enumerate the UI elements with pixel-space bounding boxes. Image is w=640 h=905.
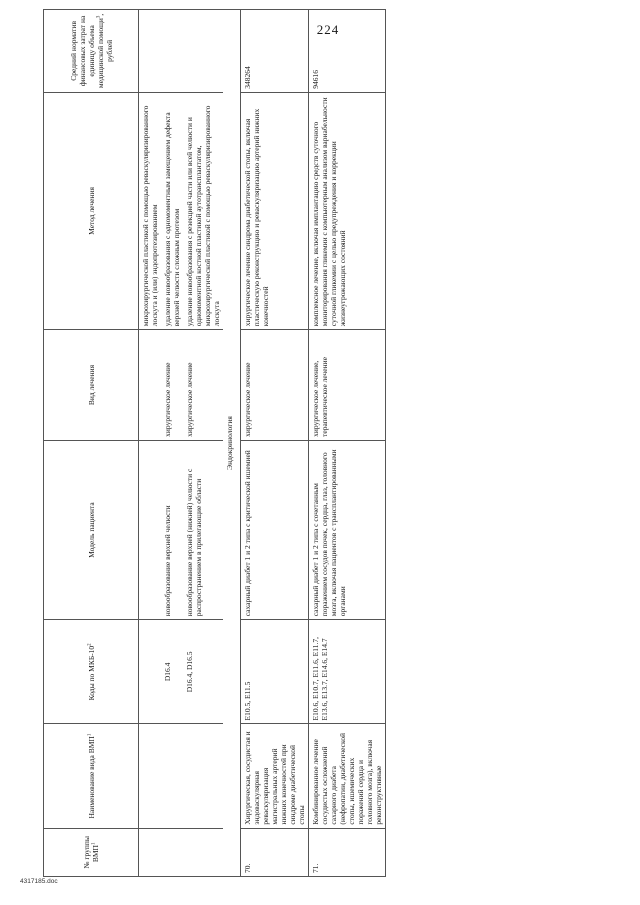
cell-patient-model: новообразование верхней челюсти bbox=[161, 440, 183, 619]
table-row bbox=[183, 10, 223, 877]
header-cost-norm: Средний норматив финансовых затрат на единицу объема медицинской помощи$^3$, рублей bbox=[44, 10, 139, 93]
cell-cost: 94616 bbox=[309, 10, 386, 93]
cell-cost bbox=[139, 10, 162, 93]
cell-icd-codes: E10.6, E10.7, E11.6, E11.7, E13.6, E13.7, E14.6, E14.7 bbox=[309, 620, 386, 724]
cell-treatment-method: микрохирургической пластикой с помощью реваскуляризированного лоскута и (или) эндопротезированием bbox=[139, 92, 162, 329]
cell-treatment-method: хирургическое лечение синдрома диабетической стопы, включая пластическую реконструкцию и реваскуляризацию артерий нижних конечностей bbox=[241, 92, 309, 329]
cell-treatment-type: хирургическое лечение bbox=[183, 330, 223, 441]
cell-treatment-type bbox=[139, 330, 162, 441]
header-icd-codes: Коды по МКБ-$10^2$ bbox=[44, 620, 139, 724]
table-header-row bbox=[44, 10, 139, 877]
cell-patient-model: сахарный диабет 1 и 2 типа с критической ишемией bbox=[241, 440, 309, 619]
cell-cost bbox=[183, 10, 223, 93]
cell-patient-model bbox=[139, 440, 162, 619]
cell-vmp-name bbox=[161, 724, 183, 828]
cell-cost bbox=[161, 10, 183, 93]
table-row bbox=[139, 10, 162, 877]
cell-patient-model: новообразование верхней (нижней) челюсти с распространением в прилегающие области bbox=[183, 440, 223, 619]
section-row bbox=[223, 10, 241, 877]
vmp-table bbox=[43, 9, 386, 877]
header-treatment-method: Метод лечения bbox=[44, 92, 139, 329]
cell-treatment-type: хирургическое лечение bbox=[161, 330, 183, 441]
cell-cost: 348264 bbox=[241, 10, 309, 93]
cell-vmp-name bbox=[139, 724, 162, 828]
footer-doc-id: 4317185.doc bbox=[20, 878, 58, 885]
header-vmp-name: Наименование вида ВМП$^1$ bbox=[44, 724, 139, 828]
cell-number bbox=[161, 828, 183, 876]
page-number: 224 bbox=[316, 22, 340, 37]
cell-icd-codes bbox=[139, 620, 162, 724]
header-number: № группы ВМП$^1$ bbox=[44, 828, 139, 876]
cell-patient-model: сахарный диабет 1 и 2 типа с сочетанным поражением сосудов почек, сердца, глаз, головного мозга, включая пациентов с трансплантированными органами bbox=[309, 440, 386, 619]
header-treatment-type: Вид лечения bbox=[44, 330, 139, 441]
cell-number: 71. bbox=[309, 828, 386, 876]
cell-icd-codes: E10.5, E11.5 bbox=[241, 620, 309, 724]
rotated-table bbox=[43, 9, 386, 877]
cell-icd-codes: D16.4 bbox=[161, 620, 183, 724]
header-patient-model: Модель пациента bbox=[44, 440, 139, 619]
cell-icd-codes: D16.4, D16.5 bbox=[183, 620, 223, 724]
cell-treatment-type: хирургическое лечение bbox=[241, 330, 309, 441]
table-row bbox=[309, 10, 386, 877]
cell-treatment-method: удаление новообразования с резекцией части или всей челюсти и одномоментной костной пластикой аутотрансплантатом, микрохирургической пластикой с помощью реваскуляризированного лоскута bbox=[183, 92, 223, 329]
cell-number: 70. bbox=[241, 828, 309, 876]
table-row bbox=[241, 10, 309, 877]
cell-treatment-method: комплексное лечение, включая имплантацию средств суточного мониторирования гликемии с компьютерным анализом вариабельности суточной гликемии с целью предупреждения и коррекции жизнеугрожающих состояний bbox=[309, 92, 386, 329]
cell-number bbox=[183, 828, 223, 876]
cell-treatment-type: хирургическое лечение, терапевтическое лечение bbox=[309, 330, 386, 441]
cell-vmp-name: Комбинированное лечение сосудистых осложнений сахарного диабета (нефропатии, диабетической стопы, ишемических поражений сердца и головного мозга), включая реконструктивные bbox=[309, 724, 386, 828]
cell-number bbox=[139, 828, 162, 876]
table-row bbox=[161, 10, 183, 877]
cell-vmp-name: Хирургическая, сосудистая и эндоваскулярная реваскуляризация магистральных артерий нижних конечностей при синдроме диабетической стопы bbox=[241, 724, 309, 828]
section-title: Эндокринология bbox=[223, 10, 241, 877]
cell-treatment-method: удаление новообразования с одномоментным замещением дефекта верхней челюсти сложным протезом bbox=[161, 92, 183, 329]
cell-vmp-name bbox=[183, 724, 223, 828]
